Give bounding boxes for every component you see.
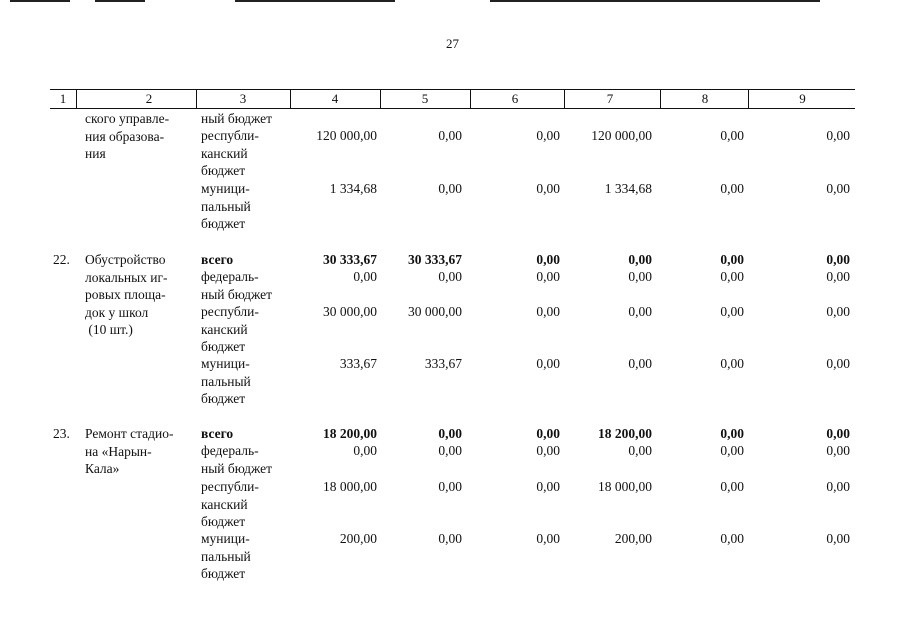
item-name: ского управле- ния образова- ния [85,111,170,161]
value-col-6: 0,00 [536,128,560,143]
value-col-7: 0,00 [628,356,652,371]
value-col-4: 30 333,67 [323,252,377,267]
value-col-8: 0,00 [720,128,744,143]
value-col-6: 0,00 [536,181,560,196]
header-divider [470,89,471,109]
value-col-5: 0,00 [438,443,462,458]
value-col-7: 120 000,00 [591,128,652,143]
item-number: 23. [53,426,70,441]
value-col-8: 0,00 [720,356,744,371]
value-col-9: 0,00 [826,356,850,371]
header-divider [290,89,291,109]
value-col-5: 0,00 [438,128,462,143]
value-col-9: 0,00 [826,304,850,319]
value-col-8: 0,00 [720,479,744,494]
item-number: 22. [53,252,70,267]
value-col-9: 0,00 [826,252,850,267]
value-col-9: 0,00 [826,531,850,546]
value-col-4: 0,00 [353,269,377,284]
top-rule-3 [235,0,395,2]
value-col-5: 0,00 [438,426,462,441]
value-col-7: 0,00 [628,252,652,267]
funding-source: республи- канский бюджет [201,128,259,178]
value-col-6: 0,00 [536,356,560,371]
header-divider [564,89,565,109]
header-col-4: 4 [331,91,339,106]
value-col-9: 0,00 [826,426,850,441]
top-rule-2 [95,0,145,2]
value-col-5: 0,00 [438,181,462,196]
funding-source: республи- канский бюджет [201,304,259,354]
value-col-8: 0,00 [720,443,744,458]
value-col-6: 0,00 [536,479,560,494]
value-col-7: 18 000,00 [598,479,652,494]
value-col-8: 0,00 [720,531,744,546]
value-col-7: 0,00 [628,304,652,319]
value-col-7: 0,00 [628,443,652,458]
header-col-7: 7 [606,91,614,106]
header-divider [196,89,197,109]
value-col-6: 0,00 [536,304,560,319]
table-header [50,89,855,109]
value-col-4: 18 200,00 [323,426,377,441]
header-divider [380,89,381,109]
value-col-9: 0,00 [826,269,850,284]
header-divider [76,89,77,109]
value-col-6: 0,00 [536,426,560,441]
value-col-6: 0,00 [536,531,560,546]
value-col-7: 1 334,68 [604,181,652,196]
value-col-4: 1 334,68 [329,181,377,196]
value-col-5: 0,00 [438,479,462,494]
header-divider [660,89,661,109]
value-col-4: 333,67 [339,356,377,371]
value-col-8: 0,00 [720,426,744,441]
value-col-9: 0,00 [826,479,850,494]
value-col-7: 0,00 [628,269,652,284]
header-divider [748,89,749,109]
value-col-9: 0,00 [826,181,850,196]
funding-source: муници- пальный бюджет [201,356,251,406]
value-col-6: 0,00 [536,252,560,267]
value-col-5: 30 000,00 [408,304,462,319]
value-col-7: 200,00 [614,531,652,546]
value-col-8: 0,00 [720,269,744,284]
top-rule-1 [10,0,70,2]
funding-source: муници- пальный бюджет [201,181,251,231]
header-col-2: 2 [145,91,153,106]
header-col-8: 8 [701,91,709,106]
funding-source: ный бюджет [201,111,273,126]
funding-source: федераль- ный бюджет [201,269,273,302]
value-col-8: 0,00 [720,181,744,196]
value-col-4: 30 000,00 [323,304,377,319]
value-col-5: 0,00 [438,269,462,284]
item-name: Обустройство локальных иг- ровых площа- док у школ (10 шт.) [85,252,168,337]
value-col-4: 0,00 [353,443,377,458]
header-col-1: 1 [59,91,67,106]
funding-source: всего [201,426,234,441]
top-rule-4 [490,0,820,2]
value-col-7: 18 200,00 [598,426,652,441]
header-col-6: 6 [511,91,519,106]
item-name: Ремонт стадио- на «Нарын- Кала» [85,426,174,476]
funding-source: муници- пальный бюджет [201,531,251,581]
value-col-4: 200,00 [339,531,377,546]
value-col-8: 0,00 [720,304,744,319]
value-col-9: 0,00 [826,128,850,143]
value-col-6: 0,00 [536,443,560,458]
value-col-5: 333,67 [424,356,462,371]
value-col-6: 0,00 [536,269,560,284]
page-number: 27 [446,36,459,51]
value-col-5: 30 333,67 [408,252,462,267]
header-col-3: 3 [239,91,247,106]
value-col-9: 0,00 [826,443,850,458]
funding-source: всего [201,252,234,267]
funding-source: федераль- ный бюджет [201,443,273,476]
header-col-9: 9 [799,91,806,106]
value-col-5: 0,00 [438,531,462,546]
header-col-5: 5 [421,91,429,106]
value-col-8: 0,00 [720,252,744,267]
value-col-4: 18 000,00 [323,479,377,494]
funding-source: республи- канский бюджет [201,479,259,529]
value-col-4: 120 000,00 [316,128,377,143]
